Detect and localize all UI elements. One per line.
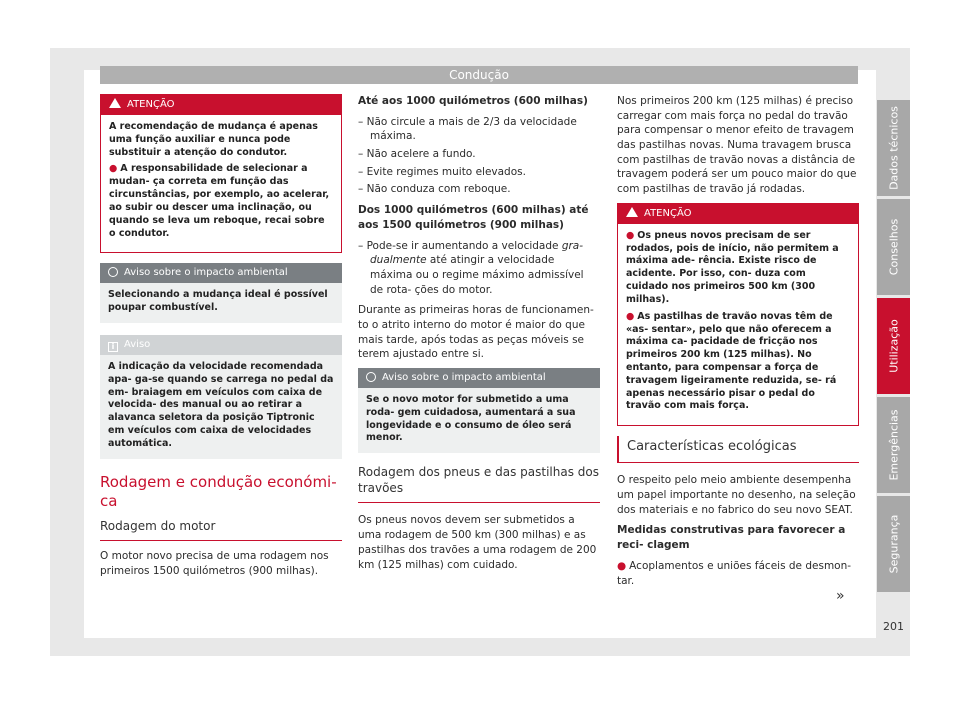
info-icon: i [108,342,118,352]
warning-bullet: ● A responsabilidade de selecionar a mudan- ça correta em função das circunstâncias, por exemplo, ao acelerar, ao subir ou descer uma inclinação, ou quando se leva um reboque, recai sobre o condutor. [109,163,330,239]
list [358,239,600,298]
chapter-header: Condução [100,66,858,84]
note-header [100,335,342,355]
bullet-icon: ● [617,559,627,572]
subsection-title: Características ecológicas [617,436,859,463]
tab-utilizacao[interactable]: Utilização [877,298,910,394]
environment-title: Aviso sobre o impacto ambiental [124,267,288,279]
bullet-icon: ● [626,310,635,322]
paragraph: Durante as primeiras horas de funcionamen- to o atrito interno do motor é maior do que mais tarde, após todas as peças móveis se terem ajustado entre si. [358,304,594,361]
bullet-icon: ● [109,163,118,175]
environment-header [358,368,600,388]
warning-body [618,224,858,425]
warning-header [618,204,858,224]
list-item: – Pode-se ir aumentando a velocidade gra- dualmente até atingir a velocidade máxima ou o regime máximo admissível de rota- ções do motor. [358,239,584,296]
warning-text: A recomendação de mudança é apenas uma função auxiliar e nunca pode substituir a atenção do condutor. [109,121,318,158]
environment-header [100,263,342,283]
paragraph: Nos primeiros 200 km (125 milhas) é preciso carregar com mais força no pedal do travão para compensar o menor efeito de travagem das pastilhas novas. Numa travagem brusca com pastilhas de travão novas a distância de travagem poderá ser um pouco maior do que com pastilhas de travão já rodadas. [617,95,857,196]
note-box [100,335,342,459]
column-1 [100,94,342,585]
continue-arrow-icon: » [836,588,845,604]
warning-box [617,203,859,426]
subsection-title: Rodagem dos pneus e das pastilhas dos travões [358,465,600,503]
note-title: Aviso [124,338,151,350]
environment-body: Se o novo motor for submetido a uma roda- gem cuidadosa, aumentará a sua longevidade e o consumo de óleo será menor. [366,394,576,444]
warning-bullet: ● As pastilhas de travão novas têm de «as- sentar», pelo que não oferecem a máxima ca- pacidade de fricção nos primeiros 200 km (125 milhas). No entanto, para compensar a força de travagem ligeiramente reduzida, se- rá apenas necessário pisar o pedal do travão com mais força. [626,310,837,412]
leaf-icon [366,372,376,382]
environment-notice [358,368,600,453]
warning-box [100,94,342,253]
tab-emergencias[interactable]: Emergências [877,397,910,493]
heading: Até aos 1000 quilómetros (600 milhas) [358,95,588,107]
section-title: Rodagem e condução económi- ca [100,472,337,511]
heading: Dos 1000 quilómetros (600 milhas) até aos 1500 quilómetros (900 milhas) [358,204,589,231]
warning-header [101,95,341,115]
warning-icon [109,98,121,108]
leaf-icon [108,267,118,277]
list [358,115,600,197]
bullet-icon: ● [626,229,635,241]
column-2 [358,94,600,578]
tab-seguranca[interactable]: Segurança [877,496,910,592]
warning-bullet: ● Os pneus novos precisam de ser rodados, pois de início, não permitem a máxima ade- rência. Existe risco de acidente. Por isso, con- duza com cuidado nos primeiros 500 km (300 milhas). [626,229,839,305]
warning-icon [626,207,638,217]
paragraph: O motor novo precisa de uma rodagem nos primeiros 1500 quilómetros (900 milhas). [100,550,329,578]
tab-conselhos[interactable]: Conselhos [877,199,910,295]
column-3 [617,94,859,594]
warning-body [101,115,341,252]
list-item: – Não acelere a fundo. [358,148,476,161]
heading: Medidas construtivas para favorecer a reci- clagem [617,524,846,552]
chapter-tabs [877,100,910,595]
subsection-title: Rodagem do motor [100,518,342,542]
environment-title: Aviso sobre o impacto ambiental [382,372,546,383]
warning-title: ATENÇÃO [127,99,175,110]
page-number: 201 [883,620,904,633]
warning-title: ATENÇÃO [644,207,692,219]
note-body: A indicação da velocidade recomendada apa- ga-se quando se carrega no pedal da em- braiagem em veículos com caixa de velocida- des manual ou ao retirar a alavanca seletora da posição Tiptronic em veículos com caixa de velocidades automática. [108,360,334,449]
paragraph: O respeito pelo meio ambiente desempenha um papel importante no desenho, na seleção dos materiais e no fabrico do seu novo SEAT. [617,474,856,516]
list-item: – Não circule a mais de 2/3 da velocidade máxima. [358,115,577,143]
tab-dados-tecnicos[interactable]: Dados técnicos [877,100,910,196]
environment-notice [100,263,342,323]
list-item: ● Acoplamentos e uniões fáceis de desmon- tar. [617,559,852,587]
list-item: – Evite regimes muito elevados. [358,165,526,178]
environment-body: Selecionando a mudança ideal é possível poupar combustível. [108,289,328,314]
list-item: – Não conduza com reboque. [358,183,511,196]
paragraph: Os pneus novos devem ser submetidos a uma rodagem de 500 km (300 milhas) e as pastilhas dos travões a uma rodagem de 200 km (125 milhas) com cuidado. [358,514,597,571]
